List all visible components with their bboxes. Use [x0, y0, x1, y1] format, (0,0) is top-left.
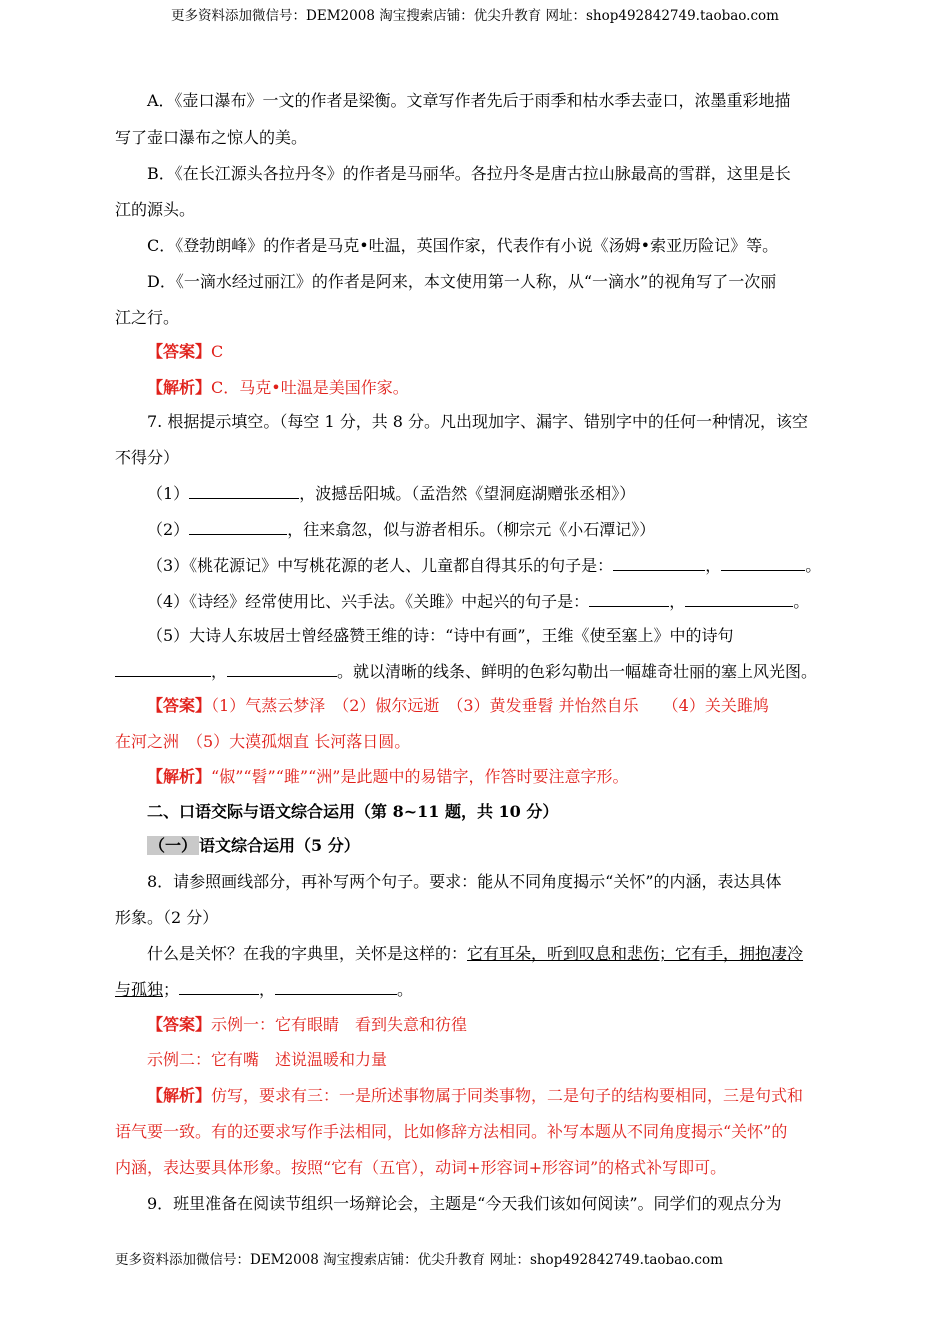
q8-intro-line2: 形象。（2 分）	[115, 908, 219, 927]
item-text: ，波撼岳阳城。（孟浩然《望洞庭湖赠张丞相》）	[299, 484, 636, 503]
q6-option-d-line1: D．《一滴水经过丽江》的作者是阿来，本文使用第一人称，从“一滴水”的视角写了一次丽	[147, 272, 777, 291]
fill-blank[interactable]	[613, 556, 705, 571]
underlined-text: 它有耳朵，听到叹息和悲伤；它有手，拥抱凄冷	[467, 944, 804, 963]
q6-option-c: C．《登勃朗峰》的作者是马克•吐温，英国作家，代表作有小说《汤姆•索亚历险记》等。	[147, 236, 779, 255]
fill-blank[interactable]	[115, 662, 211, 677]
answer-text: （1）气蒸云梦泽 （2）俶尔远逝 （3）黄发垂髫 并怡然自乐 （4）关关雎鸠	[211, 696, 769, 715]
q8-answer-line2: 示例二：它有嘴 述说温暖和力量	[147, 1050, 388, 1069]
q8-body-line1	[147, 943, 803, 965]
item-number: （2）	[147, 520, 190, 539]
fill-blank[interactable]	[189, 520, 287, 535]
q6-option-d-line2: 江之行。	[115, 308, 180, 327]
period: 。	[805, 556, 822, 575]
q7-item-4	[147, 591, 809, 613]
comma: ，	[211, 662, 228, 681]
q9-intro-line1: 9．班里准备在阅读节组织一场辩论会，主题是“今天我们该如何阅读”。同学们的观点分为	[147, 1194, 782, 1213]
analysis-text: 仿写，要求有三：一是所述事物属于同类事物，二是句子的结构要相同，三是句式和	[211, 1086, 804, 1105]
fill-blank[interactable]	[227, 662, 337, 677]
q6-option-a-line2: 写了壶口瀑布之惊人的美。	[115, 128, 308, 147]
period: 。	[397, 980, 414, 999]
fill-blank[interactable]	[189, 484, 299, 499]
q8-answer-line1	[147, 1014, 467, 1036]
page-header: 更多资料添加微信号：DEM2008 淘宝搜索店铺：优尖升教育 网址：shop492842749.taobao.com	[171, 8, 779, 24]
answer-text: C	[211, 342, 224, 361]
q6-option-b-line2: 江的源头。	[115, 200, 196, 219]
answer-tag: 【答案】	[147, 342, 212, 361]
q6-answer	[147, 341, 223, 363]
analysis-tag: 【解析】	[147, 1086, 212, 1105]
period: 。	[793, 592, 810, 611]
q8-intro-line1: 8．请参照画线部分，再补写两个句子。要求：能从不同角度揭示“关怀”的内涵，表达具体	[147, 872, 782, 891]
fill-blank[interactable]	[179, 980, 259, 995]
answer-tag: 【答案】	[147, 1015, 212, 1034]
fill-blank[interactable]	[721, 556, 805, 571]
q7-item-1	[147, 483, 635, 505]
comma: ，	[259, 980, 276, 999]
subsection-title	[147, 835, 360, 857]
section-title: 二、口语交际与语文综合运用（第 8~11 题，共 10 分）	[147, 802, 559, 821]
body-text: 什么是关怀？在我的字典里，关怀是这样的：	[147, 944, 468, 963]
q7-item-5-line2	[115, 661, 817, 683]
q6-option-b-line1: B．《在长江源头各拉丹冬》的作者是马丽华。各拉丹冬是唐古拉山脉最高的雪群，这里是长	[147, 164, 791, 183]
comma: ，	[669, 592, 686, 611]
analysis-tag: 【解析】	[147, 378, 212, 397]
q8-analysis-line2: 语气要一致。有的还要求写作手法相同，比如修辞方法相同。补写本题从不同角度揭示“关怀”的	[115, 1122, 788, 1141]
analysis-text: “俶”“髫”“雎”“洲”是此题中的易错字，作答时要注意字形。	[211, 767, 629, 786]
comma: ，	[705, 556, 722, 575]
item-text: ，往来翕忽，似与游者相乐。（柳宗元《小石潭记》）	[287, 520, 656, 539]
subsection-text: 语文综合运用（5 分）	[199, 836, 360, 855]
item-text: 。就以清晰的线条、鲜明的色彩勾勒出一幅雄奇壮丽的塞上风光图。	[337, 662, 818, 681]
q6-analysis	[147, 377, 409, 399]
q7-intro-line1: 7. 根据提示填空。（每空 1 分，共 8 分。凡出现加字、漏字、错别字中的任何一种情况，该空	[147, 412, 809, 431]
q7-intro-line2: 不得分）	[115, 448, 180, 467]
answer-text: 示例一：它有眼睛 看到失意和彷徨	[211, 1015, 468, 1034]
page-footer: 更多资料添加微信号：DEM2008 淘宝搜索店铺：优尖升教育 网址：shop492842749.taobao.com	[115, 1252, 723, 1268]
q6-option-a-line1: A．《壶口瀑布》一文的作者是梁衡。文章写作者先后于雨季和枯水季去壶口，浓墨重彩地描	[147, 91, 791, 110]
q7-answer-line2: 在河之洲 （5）大漠孤烟直 长河落日圆。	[115, 732, 411, 751]
answer-tag: 【答案】	[147, 696, 212, 715]
item-number: （1）	[147, 484, 190, 503]
q8-analysis-line1	[147, 1085, 803, 1107]
subsection-number: （一）	[149, 836, 198, 855]
q7-answer-line1	[147, 695, 769, 717]
analysis-text: C．马克•吐温是美国作家。	[211, 378, 409, 397]
q8-body-line2	[115, 979, 413, 1001]
q7-item-2	[147, 519, 655, 541]
q7-item-3	[147, 555, 821, 577]
q8-analysis-line3: 内涵，表达要具体形象。按照“它有（五官），动词+形容词+形容词”的格式补写即可。	[115, 1158, 727, 1177]
fill-blank[interactable]	[685, 592, 793, 607]
q7-item-5-line1: （5）大诗人东坡居士曾经盛赞王维的诗：“诗中有画”，王维《使至塞上》中的诗句	[147, 626, 734, 645]
fill-blank[interactable]	[589, 592, 669, 607]
q7-analysis	[147, 766, 628, 788]
analysis-tag: 【解析】	[147, 767, 212, 786]
fill-blank[interactable]	[275, 980, 397, 995]
item-text: （3）《桃花源记》中写桃花源的老人、儿童都自得其乐的句子是：	[147, 556, 614, 575]
underlined-text: 与孤独	[115, 980, 164, 999]
item-text: （4）《诗经》经常使用比、兴手法。《关雎》中起兴的句子是：	[147, 592, 590, 611]
semicolon: ；	[163, 980, 180, 999]
